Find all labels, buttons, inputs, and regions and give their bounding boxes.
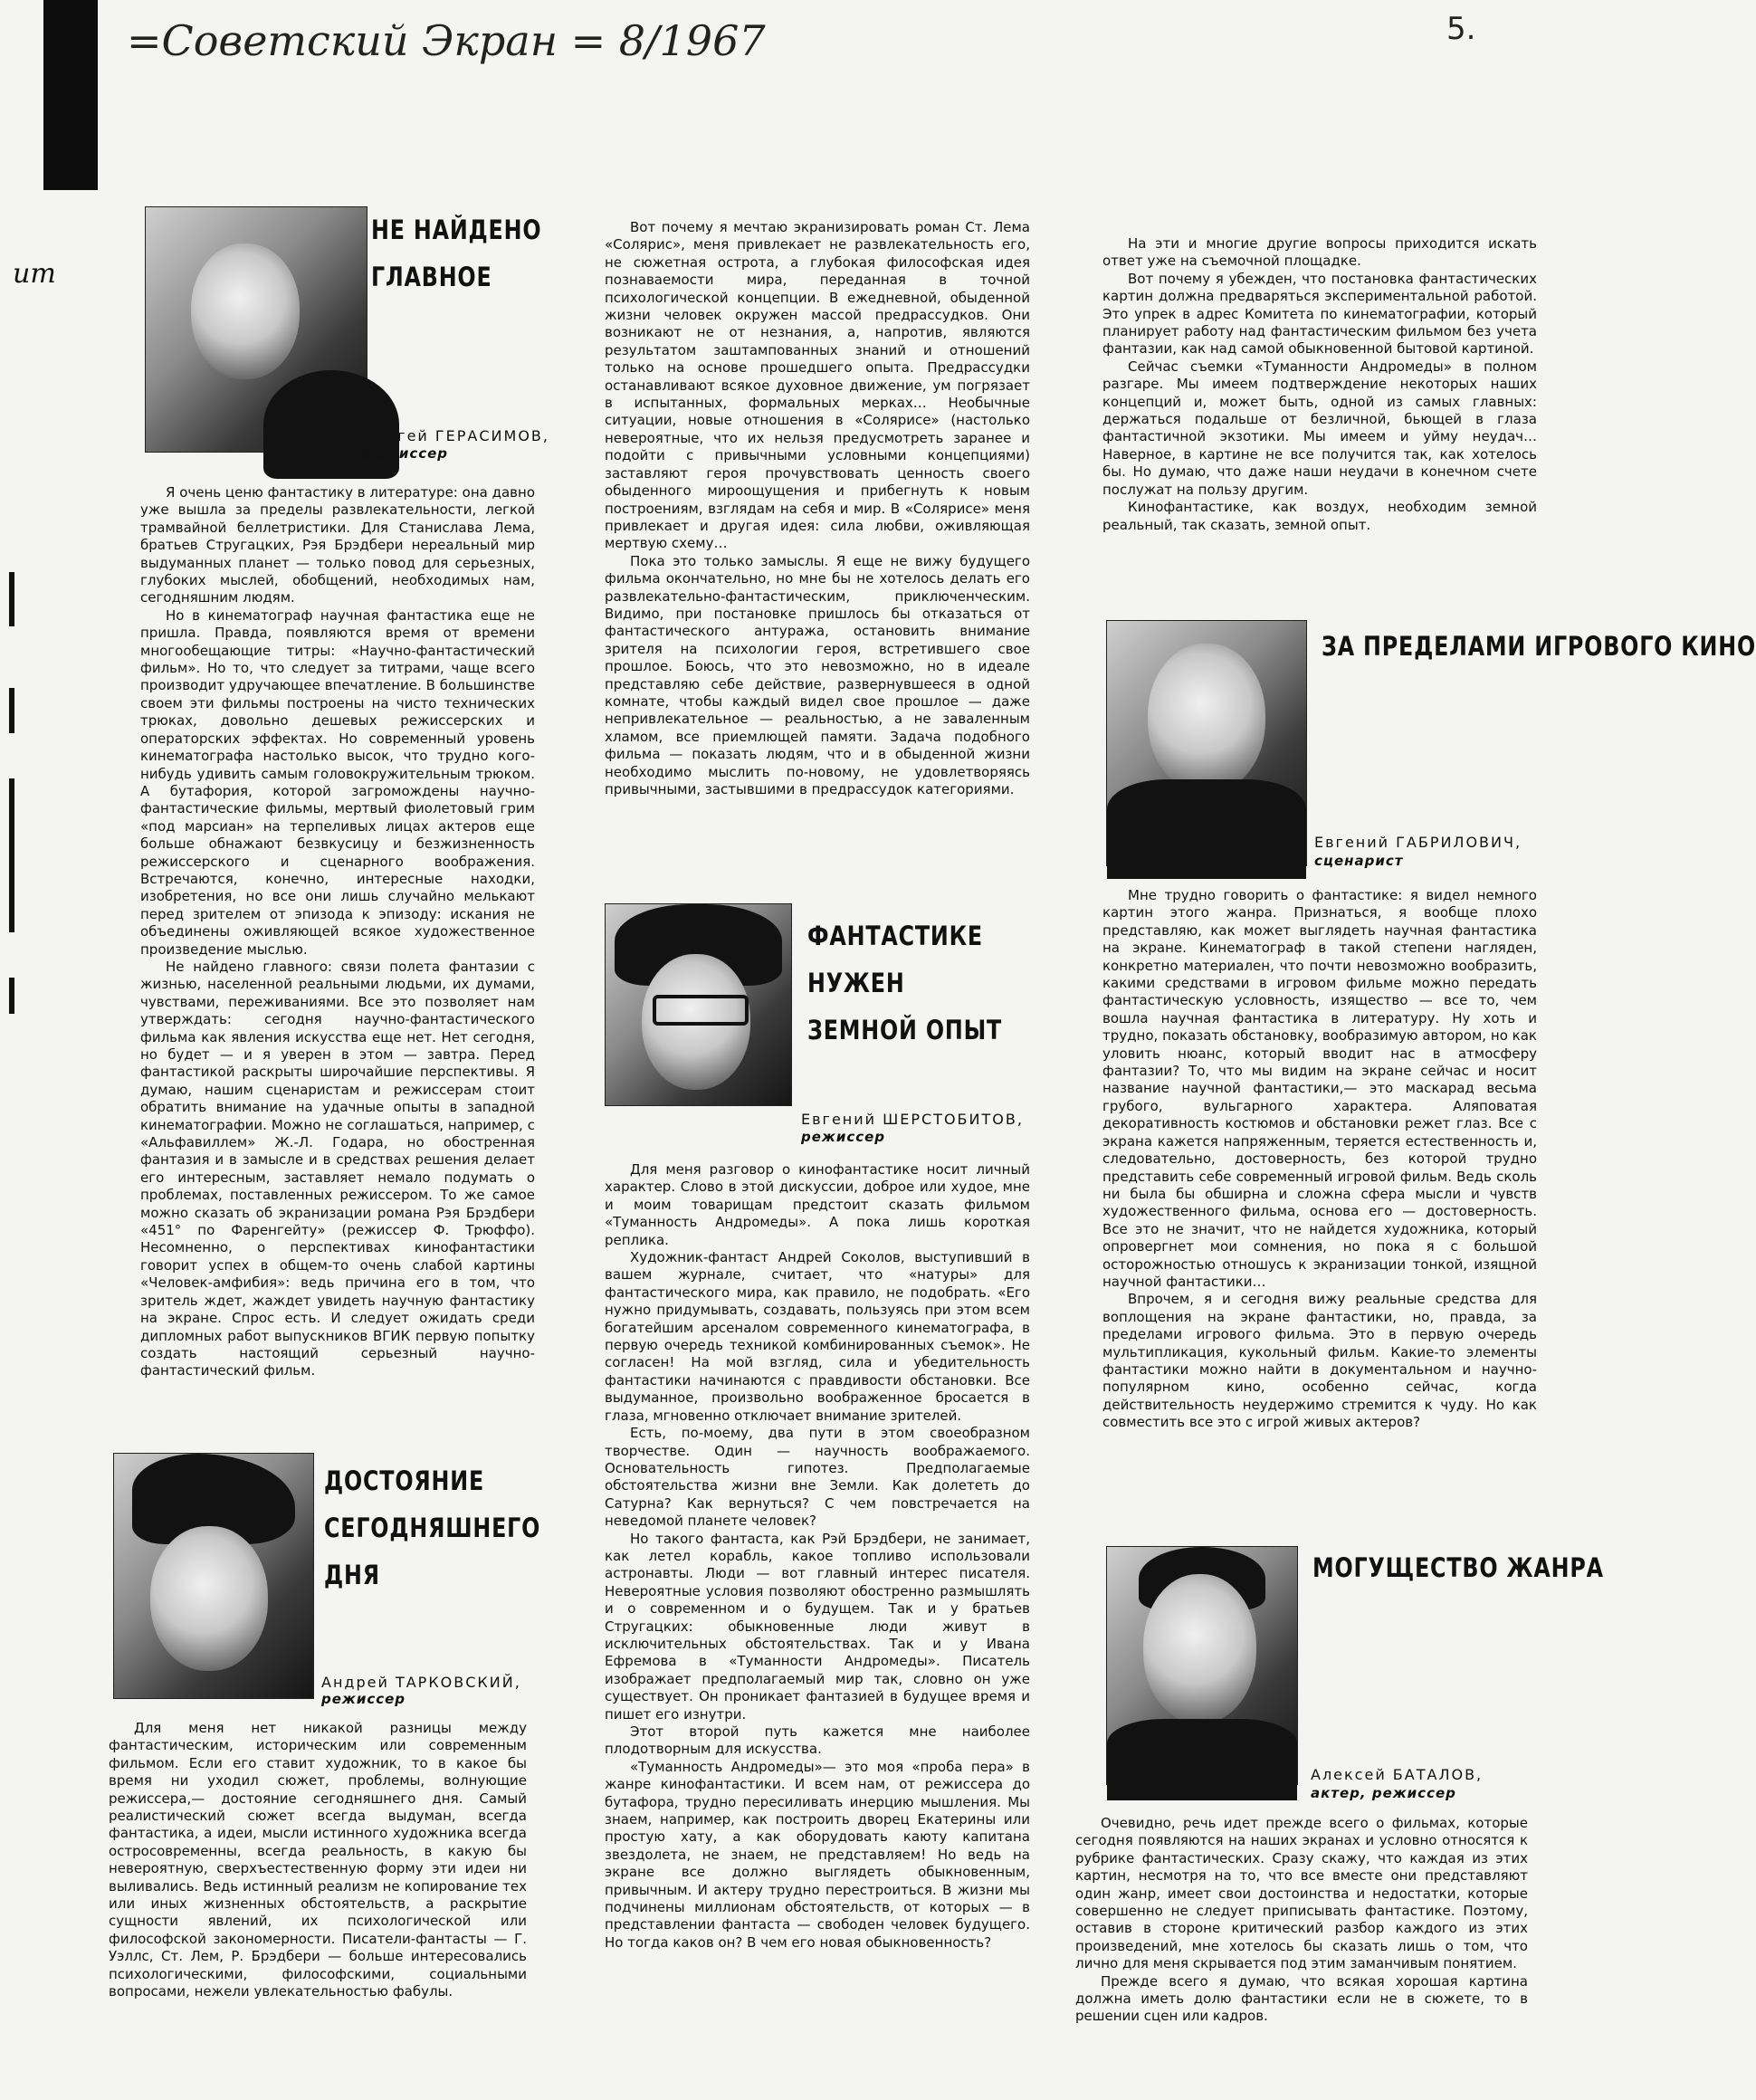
article-body: [605, 1161, 1030, 2071]
page-number: 5.: [1446, 11, 1476, 47]
paragraph: Кинофантастике, как воздух, необходим земной реальный, так сказать, земной опыт.: [1102, 499, 1537, 533]
photo-gerasimov: [145, 206, 367, 453]
scan-edge-black-bar: [43, 0, 98, 190]
paragraph: «Туманность Андромеды»— это моя «проба пера» в жанре кинофантастики. И всем нам, от режиссера до бутафора, трудно пересиливать инерцию мышления. Мы знаем, например, как построить дворец Екатерины или простую хату, а как оборудовать каюту капитана звездолета, не знаем, не представляем! Но ведь на экране все должно выглядеть обыкновенным, привычным. И актеру трудно перестроиться. В жизни мы подчинены миллионам обстоятельств, от которых — в представлении фантаста — свободен человек будущего. Но тогда каков он? В чем его новая обыкновенность?: [605, 1758, 1030, 1951]
paragraph: Но такого фантаста, как Рэй Брэдбери, не занимает, как летел корабль, какое топливо использовали астронавты. Люди — вот главный интерес писателя. Невероятные условия позволяют обостренно размышлять и о современном и о будущем. Так и у братьев Стругацких: обыкновенные люди живут в исключительных обстоятельствах. Так и у Ивана Ефремова в «Туманности Андромеды». Писатель изображает предполагаемый мир так, словно он уже существует. Он проникает фантазией в будущее время и пишет его изнутри.: [605, 1530, 1030, 1723]
article-title: ФАНТАСТИКЕ НУЖЕН ЗЕМНОЙ ОПЫТ: [807, 921, 1003, 1045]
paragraph: Очевидно, речь идет прежде всего о фильмах, которые сегодня появляются на наших экранах и условно относятся к рубрике фантастических. Сразу скажу, что каждая из этих картин, несмотря на то, что все вместе они представляют один жанр, имеет свои достоинства и недостатки, которые совершенно не следует приписывать фантастике. Поэтому, оставив в стороне критический разбор каждого из этих произведений, мне хотелось бы сказать лишь о том, что лично для меня скрывается под этим заманчивым понятием.: [1075, 1815, 1528, 1972]
article-title: ДОСТОЯНИЕ СЕГОДНЯШНЕГО ДНЯ: [324, 1465, 541, 1590]
paragraph: Впрочем, я и сегодня вижу реальные средства для воплощения на экране фантастики, но, правда, за пределами игрового фильма. Это в первую очередь мультипликация, кукольный фильм. Какие-то элементы фантастики можно найти в документальном и научно-популярном кино, особенно сейчас, когда действительность неудержимо стремится к чуду. Но как совместить все это с игрой живых актеров?: [1102, 1291, 1537, 1431]
paragraph: Пока это только замыслы. Я еще не вижу будущего фильма окончательно, но мне бы не хотелось делать его развлекательно-фантастическим, приключенческим. Видимо, при постановке пришлось бы отказаться от фантастического антуража, остановить внимание зрителя на психологии героя, встретившего свое прошлое. Боюсь, что это невозможно, но в идеале представляю себе действие, развернувшееся в одной комнате, чтобы каждый видел свое прошлое — даже непривлекательное — реальностью, а не заваленным хламом, все приемлющей памяти. Задача подобного фильма — показать людям, что и в обыденной жизни необходимо мыслить по-новому, не удовлетворяясь привычными, застывшими в предрассудок категориями.: [605, 552, 1030, 797]
photo-sherstobitov: [605, 903, 792, 1106]
margin-fragment: ит: [13, 258, 56, 290]
article-body: [1102, 887, 1537, 1521]
article-body: [140, 484, 535, 1435]
author-role: режиссер: [364, 445, 449, 462]
photo-tarkovsky: [113, 1453, 314, 1699]
author-role: актер, режиссер: [1311, 1785, 1456, 1801]
paragraph: Не найдено главного: связи полета фантазии с жизнью, населенной реальными людьми, их думами, чувствами, переживаниями. Все это позволяет нам утверждать: сегодня научно-фантастического фильма как явления искусства еще нет. Нет сегодня, но будет — и я уверен в этом — завтра. Перед фантастикой раскрыты широчайшие перспективы. Я думаю, нашим сценаристам и режиссерам стоит обратить внимание на удачные опыты в западной кинематографии. Можно не соглашаться, например, с «Альфавиллем» Ж.-Л. Годара, но обостренная фантазия и в замысле и в средствах решения делает его интересным, заставляет немало подумать о проблемах, поставленных режиссером. То же самое можно сказать об экранизации романа Рэя Брэдбери «451° по Фаренгейту» (режиссер Ф. Трюффо). Несомненно, о перспективах кинофантастики говорит успех в общем-то очень слабой картины «Человек-амфибия»: ведь причина его в том, что зритель ждет, жаждет увидеть научную фантастику на экране. Спрос есть. И следует ожидать среди дипломных работ выпускников ВГИК первую попытку создать настоящий серьезный научно-фантастический фильм.: [140, 958, 535, 1379]
margin-tick: [9, 688, 14, 733]
article-title: ЗА ПРЕДЕЛАМИ ИГРОВОГО КИНО: [1322, 631, 1756, 662]
margin-tick: [9, 572, 14, 626]
paragraph: На эти и многие другие вопросы приходится искать ответ уже на съемочной площадке.: [1102, 235, 1537, 270]
paragraph: Есть, по-моему, два пути в этом своеобразном творчестве. Один — научность воображаемого. Основательность гипотез. Предполагаемые обстоятельства жизни вне Земли. Как долететь до Сатурна? Как вернуться? С чем повстречается на неведомой планете человек?: [605, 1425, 1030, 1530]
photo-gabrilovich: [1106, 620, 1307, 866]
paragraph: Прежде всего я думаю, что всякая хорошая картина должна иметь долю фантастики если не в сюжете, то в решении сцен или кадров.: [1075, 1972, 1528, 2025]
article-body: [109, 1720, 527, 2082]
paragraph: Для меня разговор о кинофантастике носит личный характер. Слово в этой дискуссии, доброе или худое, мне и моим товарищам предстоит сказать фильмом «Туманность Андромеды». А пока лишь короткая реплика.: [605, 1161, 1030, 1248]
article-body-continuation: [605, 219, 1030, 887]
article-body: [1075, 1815, 1528, 2091]
paragraph: Для меня нет никакой разницы между фантастическим, историческим или современным фильмом. Если его ставит художник, то в какое бы время ни уходил сюжет, проблемы, волнующие режиссера,— достояние сегодняшнего дня. Самый реалистический сюжет всегда выдуман, всегда фантастика, а идеи, мысли истинного художника всегда остросовременны, всегда реальность, в какую бы невероятную, сверхъестественную форму эти идеи ни выливались. Ведь истинный реализм не копирование тех или иных жизненных обстоятельств, а раскрытие сущности явлений, их психологической или философской закономерности. Писатели-фантасты — Г. Уэллс, Ст. Лем, Р. Брэдбери — больше интересовались психологическими, философскими, социальными вопросами, нежели увлекательностью фабулы.: [109, 1720, 527, 2000]
author-byline: Алексей БАТАЛОВ,: [1311, 1766, 1484, 1783]
author-role: режиссер: [321, 1691, 406, 1707]
author-byline: Сергей ГЕРАСИМОВ,: [364, 427, 549, 444]
handwritten-header: =Советский Экран = 8/1967: [127, 16, 766, 65]
photo-batalov: [1106, 1546, 1298, 1785]
author-byline: Евгений ГАБРИЛОВИЧ,: [1314, 834, 1522, 851]
paragraph: Но в кинематограф научная фантастика еще не пришла. Правда, появляются время от времени многообещающие титры: «Научно-фантастический фильм». Но то, что следует за титрами, чаще всего производит удручающее впечатление. В большинстве своем эти фильмы построены на чисто технических трюках, довольно дешевых режиссерских и операторских эффектах. Но современный уровень кинематографа настолько высок, что трудно кого-нибудь удивить самым головокружительным трюком. А бутафория, которой загромождены научно-фантастические фильмы, мертвый фиолетовый грим «под марсиан» на терпеливых лицах актеров еще больше обнажают безвкусицу и безжизненность режиссерского и сценарного воображения. Встречаются, конечно, интересные находки, изобретения, но все они лишь случайно мелькают перед зрителем от эпизода к эпизоду: искания не объединены оживляющей всякое художественное произведение мыслью.: [140, 606, 535, 958]
paragraph: Мне трудно говорить о фантастике: я видел немного картин этого жанра. Признаться, я вообще плохо представляю, как может выглядеть научная фантастика на экране. Кинематограф в такой степени нагляден, конкретно материален, что почти невозможно вообразить, какими средствами в игровом фильме можно передать фантастическую условность, изящество — все то, чем вошла научная фантастика в литературу. Ну хоть и трудно, показать обстановку, вообразимую автором, но как уловить нюанс, который вводит нас в атмосферу фантазии? То, что мы видим на экране сейчас и носит название научной фантастики,— это маскарад весьма грубого, вульгарного характера. Аляповатая декоративность костюмов и обстановки режет глаз. Все с экрана кажется напряженным, теряется естественность и, следовательно, достоверность, без которой трудно представить себе современный игровой фильм. Ведь сколь ни была бы обширна и сложна сфера мысли и чувств художественного фильма, основа его — достоверность. Все это не значит, что не найдется художника, который опровергнет мои сомнения, но пока я с большой осторожностью отношусь к экранизации тонкой, изящной научной фантастики…: [1102, 887, 1537, 1290]
margin-tick: [9, 778, 14, 932]
paragraph: Вот почему я мечтаю экранизировать роман Ст. Лема «Солярис», меня привлекает не развлекательность его, не сюжетная острота, а глубокая философская идея познаваемости мира, переданная в точной психологической концепции. В ежедневной, обыденной жизни человек окружен массой предрассудков. Они возникают не от незнания, а, напротив, являются результатом заштампованных знаний и отношений только на основе прошедшего опыта. Предрассудки останавливают всякое духовное движение, ум погрязает в испытанных, формальных мерках… Необычные ситуации, новые отношения в «Солярисе» (настолько невероятные, что их нельзя предусмотреть заранее и подойти с привычными условными концепциями) заставляют героя прочувствовать ценность своего обыденного мироощущения и прибегнуть к новым построениям, взглядам на себя и мир. В «Солярисе» меня привлекает и другая идея: сила любви, оживляющая мертвую схему…: [605, 219, 1030, 552]
paragraph: Этот второй путь кажется мне наиболее плодотворным для искусства.: [605, 1723, 1030, 1758]
article-body-continuation: [1102, 235, 1537, 597]
margin-tick: [9, 978, 14, 1014]
paragraph: Вот почему я убежден, что постановка фантастических картин должна предваряться экспериментальной работой. Это упрек в адрес Комитета по кинематографии, который планирует работу над фантастическим фильмом без учета фантазии, как над самой обыкновенной бытовой картиной.: [1102, 270, 1537, 358]
article-title: МОГУЩЕСТВО ЖАНРА: [1312, 1552, 1604, 1583]
paragraph: Сейчас съемки «Туманности Андромеды» в полном разгаре. Мы имеем подтверждение некоторых наших концепций и, может быть, одной из самых главных: держаться подальше от безличной, бьющей в глаза фантастичной экзотики. Мы имеем и уйму неудач… Наверное, в картине не все получится так, как хотелось бы. Но думаю, что даже наши неудачи в конечном счете послужат на пользу другим.: [1102, 358, 1537, 498]
paragraph: Я очень ценю фантастику в литературе: она давно уже вышла за пределы развлекательности, легкой трамвайной беллетристики. Для Станислава Лема, братьев Стругацких, Рэя Брэдбери нереальный мир выдуманных планет — только повод для серьезных, глубоких мыслей, обобщений, необходимых нам, сегодняшним людям.: [140, 484, 535, 606]
author-byline: Евгений ШЕРСТОБИТОВ,: [801, 1111, 1024, 1128]
paragraph: Художник-фантаст Андрей Соколов, выступивший в вашем журнале, считает, что «натуры» для фантастического мира, как правило, не подобрать. «Его нужно придумывать, создавать, пользуясь при этом всем богатейшим арсеналом современного кинематографа, в первую очередь техникой комбинированных съемок». Не согласен! На мой взгляд, сила и убедительность фантастики начинаются с правдивости обстановки. Все выдуманное, произвольно воображенное бросается в глаза, мгновенно отключает внимание зрителей.: [605, 1249, 1030, 1424]
author-role: режиссер: [801, 1129, 886, 1145]
article-title: НЕ НАЙДЕНО ГЛАВНОЕ: [371, 215, 542, 292]
author-role: сценарист: [1314, 853, 1404, 869]
author-byline: Андрей ТАРКОВСКИЙ,: [321, 1674, 521, 1691]
